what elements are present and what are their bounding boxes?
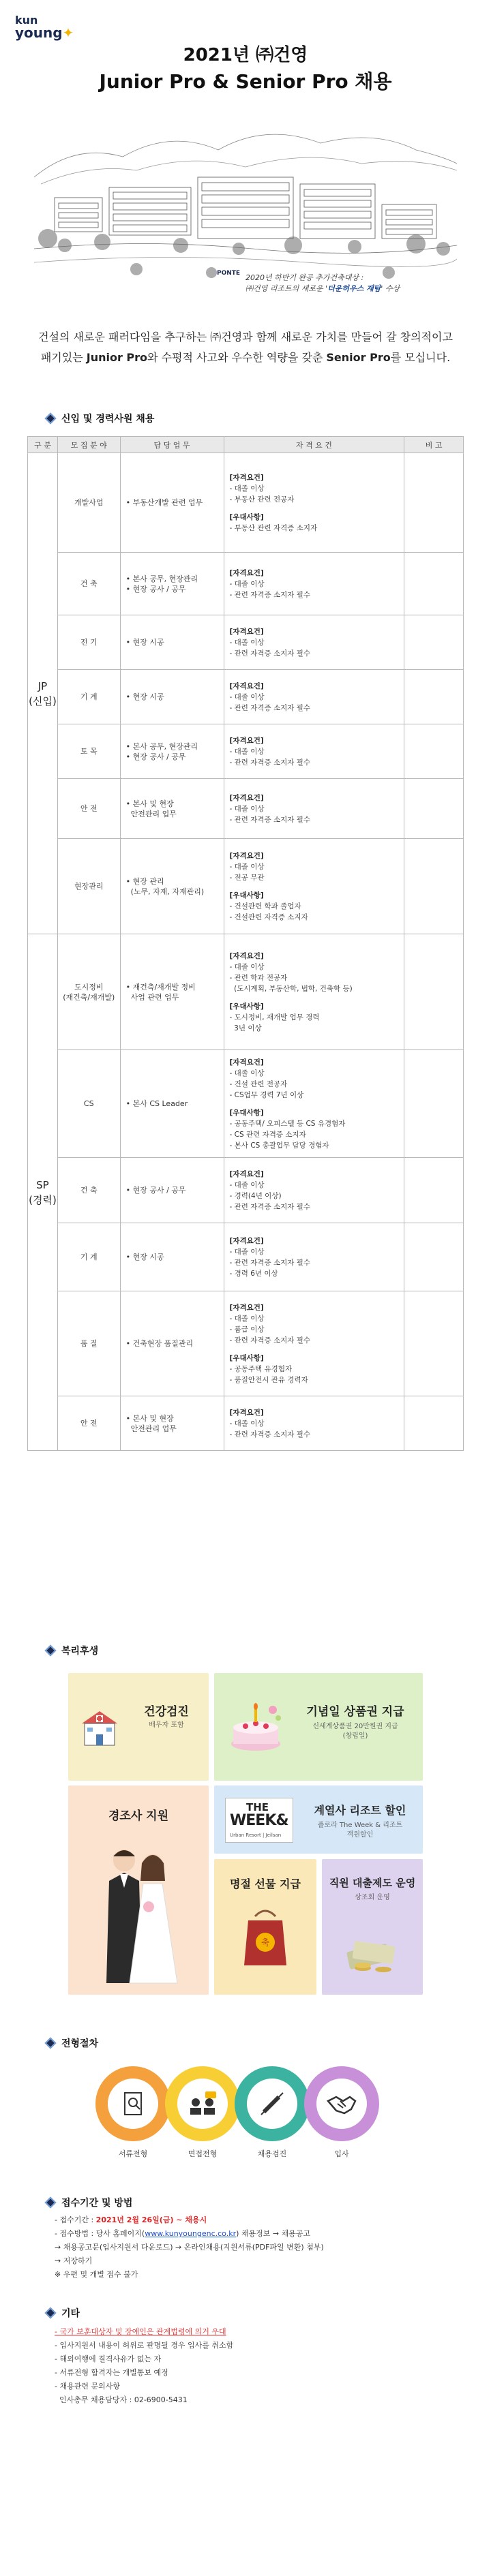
welfare-card-gift <box>214 1673 423 1781</box>
requirement-cell <box>224 1291 404 1396</box>
field-cell: 전 기 <box>57 615 120 670</box>
requirement-line: - 관련 자격증 소지자 필수 <box>229 703 311 712</box>
duty-line: • 본사 공무, 현장관리 <box>125 741 198 751</box>
welfare-card-title: 직원 대출제도 운영 <box>329 1877 416 1889</box>
header-cell: 모 집 분 야 <box>57 437 120 453</box>
process-step-label: 서류전형 <box>118 2149 148 2158</box>
gift-bag-icon <box>241 1907 289 1968</box>
requirement-line: - 관련 자격증 소지자 필수 <box>229 590 311 599</box>
note-cell <box>404 1291 464 1396</box>
field-cell: 기 계 <box>57 1223 120 1291</box>
field-cell: 건 축 <box>57 553 120 615</box>
etc-line2: - 입사지원서 내용이 허위로 판명될 경우 입사를 취소함 <box>55 2341 234 2350</box>
requirement-line: - 품질안전시 관유 경력자 <box>229 1375 308 1384</box>
apply-line3: → 채용공고문(입사지원서 다운로드) → 온라인채용(지원서류(PDF파일 변환) 첨부) <box>55 2243 324 2252</box>
week-logo-top: THE <box>246 1801 269 1813</box>
note-cell <box>404 615 464 670</box>
interview-icon <box>188 2090 218 2117</box>
header-cell: 담 당 업 무 <box>120 437 224 453</box>
apply-period <box>55 2213 324 2227</box>
table-row <box>28 839 464 934</box>
etc-line3: - 해외여행에 결격사유가 없는 자 <box>55 2355 162 2363</box>
intro-2d: 를 모십니다. <box>390 351 451 364</box>
caption-line2-a: ㈜건영 리조트의 새로운 ' <box>246 284 328 293</box>
welfare-card-title: 경조사 지원 <box>108 1809 169 1823</box>
etc-line6: 인사총무 채용담당자 : 02-6900-5431 <box>55 2395 188 2404</box>
intro-senior-pro: Senior Pro <box>326 351 391 364</box>
requirement-line: [우대사항] <box>229 1108 264 1117</box>
page-title-line2: Junior Pro & Senior Pro 채용 <box>99 70 392 93</box>
requirement-line: - 관련 자격증 소지자 필수 <box>229 1336 311 1345</box>
etc-line1: - 국가 보훈대상자 및 장애인은 관계법령에 의거 우대 <box>55 2327 226 2336</box>
apply-section-title: 접수기간 및 방법 <box>61 2198 133 2209</box>
requirement-line: - 대졸 이상 <box>229 1069 265 1077</box>
award-caption <box>246 273 471 294</box>
requirement-cell <box>224 1050 404 1158</box>
table-row <box>28 934 464 1050</box>
etc-section-header <box>46 2306 80 2320</box>
requirement-line <box>230 1346 399 1353</box>
requirement-line: - 대졸 이상 <box>229 1247 265 1256</box>
duty-cell <box>120 1223 224 1291</box>
requirement-line: - 부동산 관련 전공자 <box>229 495 295 504</box>
duty-line: • 본사 및 현장 <box>125 1413 174 1423</box>
field-cell: 품 질 <box>57 1291 120 1396</box>
recruit-section-header <box>46 412 154 425</box>
requirement-line: - 경력 6년 이상 <box>229 1269 278 1278</box>
welfare-card-title: 계열사 리조트 할인 <box>314 1804 406 1817</box>
table-row <box>28 453 464 553</box>
apply-period-label: - 접수기간 : <box>55 2215 96 2224</box>
apply-section-header <box>46 2196 132 2209</box>
duty-cell <box>120 615 224 670</box>
table-row <box>28 1396 464 1451</box>
handshake-icon <box>327 2091 357 2116</box>
group-type: (경력) <box>29 1193 57 1206</box>
wedding-couple-icon <box>94 1840 183 1990</box>
note-cell <box>404 1223 464 1291</box>
duty-cell <box>120 1158 224 1223</box>
group-cell <box>28 453 58 934</box>
requirement-cell <box>224 553 404 615</box>
requirement-line <box>230 505 399 512</box>
diamond-icon <box>45 2197 57 2209</box>
requirement-line: - 품급 이상 <box>229 1325 265 1334</box>
note-cell <box>404 670 464 724</box>
requirement-line: - 건설관련 학과 졸업자 <box>229 902 301 910</box>
requirement-line: - 대졸 이상 <box>229 962 265 971</box>
note-cell <box>404 934 464 1050</box>
etc-line5: - 채용관련 문의사항 <box>55 2382 120 2391</box>
duty-line: • 현장 공사 / 공무 <box>125 1186 186 1195</box>
requirement-cell <box>224 670 404 724</box>
requirement-cell <box>224 839 404 934</box>
intro-line2 <box>20 348 471 368</box>
hospital-icon <box>78 1706 121 1749</box>
etc-line4: - 서류전형 합격자는 개별통보 예정 <box>55 2368 168 2377</box>
duty-line: (노무, 자재, 자재관리) <box>125 887 205 896</box>
apply-method-rest: ) 채용정보 → 채용공고 <box>236 2229 311 2238</box>
duty-line: • 현장 시공 <box>125 692 164 701</box>
diamond-icon <box>45 413 57 425</box>
duty-cell <box>120 934 224 1050</box>
header-cell: 구 분 <box>28 437 58 453</box>
requirement-line: [자격요건] <box>229 1408 264 1417</box>
requirement-line: [자격요건] <box>229 473 264 482</box>
requirement-line: [자격요건] <box>229 1236 264 1245</box>
duty-line: • 본사 CS Leader <box>125 1099 188 1108</box>
requirement-line: [자격요건] <box>229 568 264 577</box>
welfare-card-sub: 상조회 운영 <box>355 1894 390 1901</box>
requirement-line: - 전공 무관 <box>229 873 265 882</box>
page-title-line1: 2021년 ㈜건영 <box>183 45 308 65</box>
etc-info <box>55 2325 233 2407</box>
cake-icon <box>225 1696 286 1758</box>
diamond-icon <box>45 1645 57 1657</box>
requirement-line: - CS 관련 자격증 소지자 <box>229 1130 306 1139</box>
requirement-line: - CS업무 경력 7년 이상 <box>229 1090 304 1099</box>
requirement-line: - 도시정비, 재개발 업무 경력 <box>229 1013 320 1022</box>
requirement-line: [자격요건] <box>229 1303 264 1312</box>
note-cell <box>404 1050 464 1158</box>
logo-dot-icon: ✦ <box>62 25 74 41</box>
duty-line: • 본사 공무, 현장관리 <box>125 574 198 583</box>
welfare-card-sub: 배우자 포함 <box>149 1721 184 1729</box>
table-row <box>28 724 464 779</box>
apply-line5: ※ 우편 및 개별 접수 불가 <box>55 2270 138 2279</box>
duty-line: • 현장 시공 <box>125 638 164 647</box>
requirement-line: (도시계획, 부동산학, 법학, 건축학 등) <box>229 984 353 993</box>
field-cell: CS <box>57 1050 120 1158</box>
requirement-cell <box>224 1223 404 1291</box>
duty-line: • 건축현장 품질관리 <box>125 1339 194 1348</box>
recruit-section-title: 신입 및 경력사원 채용 <box>61 414 155 425</box>
intro-2c: 와 수평적 사고와 우수한 역량을 갖춘 <box>147 351 327 364</box>
recruitment-table <box>27 436 464 1451</box>
requirement-line: - 관련 자격증 소지자 필수 <box>229 1430 311 1439</box>
welfare-card-sub: 플로라 The Week & 리조트 객원할인 <box>317 1822 403 1839</box>
process-step-4-circle <box>304 2066 379 2141</box>
duty-line: • 재건축/재개발 정비 <box>125 982 196 992</box>
duty-cell <box>120 670 224 724</box>
logo-line2 <box>15 25 74 41</box>
requirement-line: - 대졸 이상 <box>229 1419 265 1428</box>
duty-line: • 현장 공사 / 공무 <box>125 584 186 594</box>
requirement-line: - 본사 CS 총괄업무 담당 경험자 <box>229 1141 329 1150</box>
process-step-label: 면접전형 <box>188 2149 218 2158</box>
table-body <box>28 453 464 1451</box>
intro-junior-pro: Junior Pro <box>86 351 148 364</box>
requirement-line: [자격요건] <box>229 793 264 802</box>
welfare-card-title: 건강검진 <box>144 1705 189 1719</box>
welfare-card-title: 명절 선물 지급 <box>230 1877 301 1890</box>
requirement-line: - 대졸 이상 <box>229 804 265 813</box>
duty-line: • 현장 공사 / 공무 <box>125 752 186 761</box>
duty-cell <box>120 1396 224 1451</box>
requirement-cell <box>224 779 404 839</box>
requirement-line: [자격요건] <box>229 681 264 690</box>
duty-line: 사업 관련 업무 <box>125 992 179 1002</box>
table-row <box>28 1158 464 1223</box>
requirement-line: - 관련 자격증 소지자 필수 <box>229 649 311 658</box>
process-section-header <box>46 2036 98 2050</box>
process-step-2-circle <box>165 2066 240 2141</box>
requirement-line: - 대졸 이상 <box>229 638 265 647</box>
duty-line: • 현장 관리 <box>125 876 164 886</box>
requirement-line: - 공동주택 유경험자 <box>229 1364 293 1373</box>
duty-line: • 현장 시공 <box>125 1253 164 1261</box>
requirement-line: - 관련 자격증 소지자 필수 <box>229 1258 311 1267</box>
note-cell <box>404 553 464 615</box>
requirement-line: - 건설 관련 전공자 <box>229 1079 288 1088</box>
requirement-cell <box>224 934 404 1050</box>
note-cell <box>404 1158 464 1223</box>
field-cell: 안 전 <box>57 779 120 839</box>
requirement-cell <box>224 1158 404 1223</box>
requirement-line: [자격요건] <box>229 851 264 860</box>
table-row <box>28 615 464 670</box>
caption-line1: 2020년 하반기 완공 추가건축대상 : <box>246 273 364 282</box>
diamond-icon <box>45 2307 57 2319</box>
duty-cell <box>120 453 224 553</box>
diamond-icon <box>45 2038 57 2049</box>
requirement-line: [자격요건] <box>229 627 264 636</box>
requirement-line: - 관련 자격증 소지자 필수 <box>229 1202 311 1211</box>
requirement-cell <box>224 1396 404 1451</box>
welfare-card-resort <box>214 1785 423 1854</box>
requirement-line: - 대졸 이상 <box>229 1314 265 1323</box>
intro-line1: 건설의 새로운 패러다임을 추구하는 ㈜건영과 함께 새로운 가치를 만들어 갈 창의적이고 <box>38 331 453 343</box>
duty-line: • 부동산개발 관련 업무 <box>125 498 203 507</box>
table-row <box>28 779 464 839</box>
table-row <box>28 553 464 615</box>
requirement-line: - 건설관련 자격증 소지자 <box>229 913 308 921</box>
requirement-line: - 대졸 이상 <box>229 862 265 871</box>
welfare-card-title: 기념일 상품권 지급 <box>306 1705 404 1719</box>
table-row <box>28 1223 464 1291</box>
requirement-line: - 대졸 이상 <box>229 747 265 756</box>
gift-bag-label: 축 <box>261 1938 270 1948</box>
field-cell: 건 축 <box>57 1158 120 1223</box>
requirement-cell <box>224 615 404 670</box>
requirement-line: [우대사항] <box>229 1353 264 1362</box>
requirement-line: - 대졸 이상 <box>229 579 265 588</box>
table-row <box>28 1291 464 1396</box>
requirement-cell <box>224 724 404 779</box>
requirement-line: [우대사항] <box>229 512 264 521</box>
apply-line4: → 저장하기 <box>55 2256 93 2265</box>
resort-sketch-illustration <box>34 102 457 290</box>
welfare-section-header <box>46 1644 98 1657</box>
money-icon <box>342 1920 404 1975</box>
requirement-line: - 관련 학과 전공자 <box>229 973 288 982</box>
note-cell <box>404 724 464 779</box>
caption-line2-b: ' 수상 <box>381 284 400 293</box>
table-header-row <box>28 437 464 453</box>
table-row <box>28 670 464 724</box>
duty-cell <box>120 724 224 779</box>
field-cell: 현장관리 <box>57 839 120 934</box>
apply-method-label: - 접수방법 : 당사 홈페이지( <box>55 2229 145 2238</box>
header-cell: 자 격 요 건 <box>224 437 404 453</box>
caption-line2 <box>246 283 471 294</box>
duty-line: 안전관리 업무 <box>125 809 177 818</box>
requirement-line: - 대졸 이상 <box>229 484 265 493</box>
requirement-line <box>230 883 399 890</box>
process-step-label: 채용검진 <box>257 2149 287 2158</box>
homepage-link[interactable]: www.kunyoungenc.co.kr <box>145 2229 237 2238</box>
group-type: (신입) <box>29 694 57 707</box>
requirement-cell <box>224 453 404 553</box>
welfare-card-health <box>68 1673 209 1781</box>
logo-word: young <box>15 25 63 41</box>
requirement-line: [자격요건] <box>229 1058 264 1067</box>
etc-section-title: 기타 <box>61 2308 80 2319</box>
duty-line: 안전관리 업무 <box>125 1424 177 1433</box>
note-cell <box>404 1396 464 1451</box>
welfare-card-holiday <box>214 1859 316 1995</box>
field-cell: 개발사업 <box>57 453 120 553</box>
syringe-icon <box>258 2090 286 2117</box>
requirement-line: [자격요건] <box>229 736 264 745</box>
process-step-label: 입사 <box>334 2149 349 2158</box>
field-cell: 도시정비 (재건축/재개발) <box>57 934 120 1050</box>
group-name: SP <box>36 1178 49 1191</box>
welfare-section-title: 복리후생 <box>61 1646 99 1657</box>
process-step-3-circle <box>235 2066 310 2141</box>
header-cell: 비 고 <box>404 437 464 453</box>
requirement-line: 3년 이상 <box>229 1024 262 1032</box>
welfare-card-loan <box>322 1859 423 1995</box>
note-cell <box>404 779 464 839</box>
requirement-line: - 대졸 이상 <box>229 1180 265 1189</box>
duty-cell <box>120 553 224 615</box>
requirement-line: [우대사항] <box>229 891 264 900</box>
welfare-card-sub: 신세계상품권 20만원권 지급 (창립일) <box>312 1723 398 1740</box>
requirement-line <box>230 994 399 1001</box>
the-week-logo <box>225 1798 293 1843</box>
caption-highlight: 더운허우스 재탐 <box>327 284 381 293</box>
intro-2a: 패기있는 <box>40 351 87 364</box>
requirement-line: - 공동주택/ 오피스텔 등 CS 유경험자 <box>229 1119 346 1128</box>
requirement-line: - 경력(4년 이상) <box>229 1191 282 1200</box>
document-icon <box>119 2090 147 2117</box>
duty-cell <box>120 779 224 839</box>
field-cell: 토 목 <box>57 724 120 779</box>
apply-info <box>55 2213 324 2282</box>
company-logo <box>15 14 74 41</box>
requirement-line: - 부동산 관련 자격증 소지자 <box>229 523 318 532</box>
duty-cell <box>120 839 224 934</box>
requirement-line <box>230 1101 399 1107</box>
apply-method <box>55 2227 324 2241</box>
process-step-1-circle <box>95 2066 170 2141</box>
duty-line: • 본사 및 현장 <box>125 799 174 808</box>
group-name: JP <box>38 679 48 692</box>
field-cell: 안 전 <box>57 1396 120 1451</box>
field-cell: 기 계 <box>57 670 120 724</box>
requirement-line: [자격요건] <box>229 1169 264 1178</box>
week-logo-bottom: WEEK& <box>230 1812 288 1829</box>
apply-period-value: 2021년 2월 26일(금) ~ 채용시 <box>95 2215 207 2224</box>
requirement-line: - 관련 자격증 소지자 필수 <box>229 758 311 767</box>
welfare-card-family <box>68 1785 209 1995</box>
note-cell <box>404 839 464 934</box>
intro-text <box>20 327 471 368</box>
week-logo-sub: Urban Resort | Jeilsan <box>230 1833 282 1838</box>
ponte-logo: PONTE <box>217 270 241 277</box>
duty-cell <box>120 1050 224 1158</box>
group-cell <box>28 934 58 1451</box>
logo-line1: kun <box>15 14 38 27</box>
requirement-line: - 관련 자격증 소지자 필수 <box>229 815 311 824</box>
note-cell <box>404 453 464 553</box>
process-section-title: 전형절차 <box>61 2038 99 2049</box>
table-row <box>28 1050 464 1158</box>
requirement-line: - 대졸 이상 <box>229 692 265 701</box>
duty-cell <box>120 1291 224 1396</box>
requirement-line: [자격요건] <box>229 951 264 960</box>
requirement-line: [우대사항] <box>229 1002 264 1011</box>
